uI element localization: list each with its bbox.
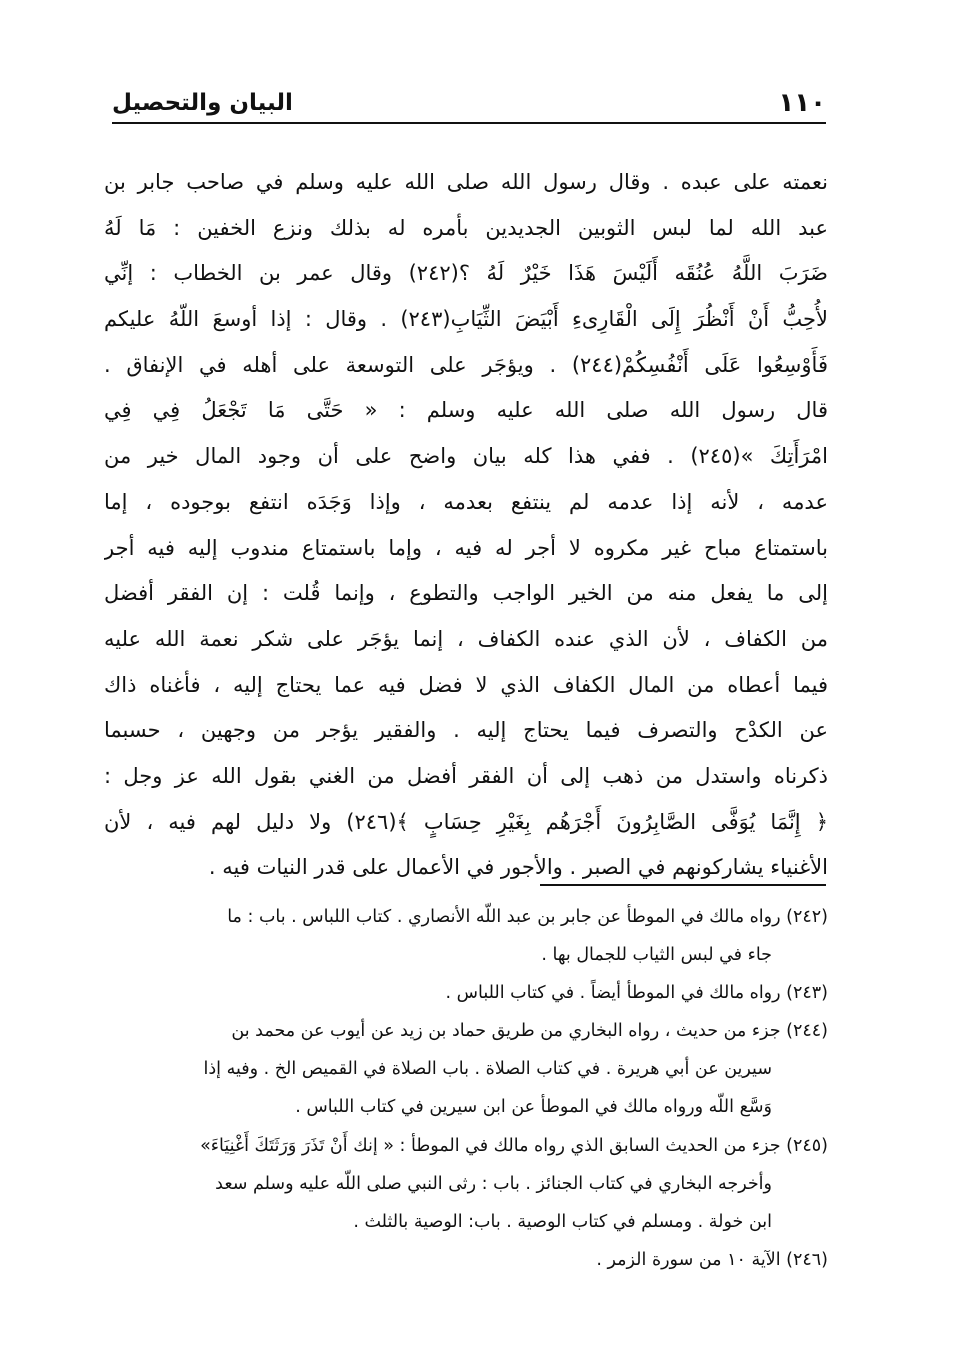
page-header (112, 86, 826, 124)
text-line: لأُحِبُّ أَنْ أَنْظُرَ إِلَى الْقَارِىءِ أَبْيَضَ الثِّيَابِ(٢٤٣) . وقال : إذا أوسعَ اللّهُ عليكم (104, 307, 828, 332)
text-line: قال رسول الله صلى الله عليه وسلم : « حَتَّى مَا تَجْعَلُ فِي فِي (104, 398, 828, 423)
footnote-divider (540, 884, 826, 886)
text-line: عبد الله لما لبس الثوبين الجديدين بأمره له بذلك ونزع الخفين : مَا لَهُ (104, 215, 828, 240)
text-line: ذكرناه واستدل من ذهب إلى أن الفقر أفضل من الغني بقول الله عز وجل : (104, 763, 828, 788)
text-line: الأغنياء يشاركونهم في الصبر . والأجور في الأعمال على قدر النيات فيه . (208, 855, 828, 880)
footnote-line: جاء في لبس الثياب للجمال بها . (541, 945, 772, 966)
text-line: ضَرَبَ اللَّهُ عُنُقَه أَلَيْسَ هَذَا خَيْرٌ لَهُ ؟(٢٤٢) وقال عمر بن الخطاب : إنِّي (104, 261, 828, 286)
main-text (104, 160, 828, 891)
footnote-line: سيرين عن أبي هريرة . في كتاب الصلاة . باب الصلاة في القميص الخ . وفيه إذا (203, 1059, 772, 1080)
page-number: ١١٠ (778, 88, 826, 118)
running-title: البيان والتحصيل (112, 90, 293, 116)
text-line: من الكفاف ، لأن الذي عنده الكفاف ، إنما يؤجَر على شكر نعمة الله عليه (104, 626, 828, 651)
text-line: باستمتاع مباح غير مكروه لا أجر له فيه ، وإما باستمتاع مندوب إليه فيه أجر (104, 535, 828, 560)
text-line: عدمه ، لأنه إذا عدمه لم ينتفع بعدمه ، وإذا وَجَدَه انتفع بوجوده ، إما (104, 489, 828, 514)
text-line: فَأَوْسِعُوا عَلَى أَنْفُسِكُمْ(٢٤٤) . ويؤجَر على التوسعة على أهله في الإنفاق . (104, 352, 828, 377)
text-line: امْرَأَتِكَ »(٢٤٥) . ففي هذا كله بيان واضح على أن وجود المال خير من (104, 444, 828, 469)
footnote-line: وَسَّع اللّه ورواه مالك في الموطأ عن ابن سيرين في كتاب اللباس . (295, 1097, 772, 1118)
footnote-line: (٢٤٣) رواه مالك في الموطأ أيضاً . في كتاب اللباس . (445, 983, 828, 1004)
footnote-line: ابن خولة . ومسلم في كتاب الوصية . باب: الوصية بالثلث . (353, 1211, 772, 1232)
footnote-line: (٢٤٢) رواه مالك في الموطأ عن جابر بن عبد اللّه الأنصاري . كتاب اللباس . باب : ما (227, 907, 828, 927)
text-line: عن الكدْح والتصرف فيما يحتاج إليه . والفقير يؤجر من وجهين ، حسبما (104, 718, 828, 743)
footnote-line: (٢٤٥) جزء من الحديث السابق الذي رواه مالك في الموطأ : « إنك أَنْ تَذَرَ وَرَثَتَكَ أَغْنِيَاءَ» (200, 1135, 828, 1156)
footnotes (104, 898, 828, 1279)
text-line: فيما أعطاه من المال الكفاف الذي لا فضل فيه عما يحتاج إليه ، فأغناه ذاك (104, 672, 828, 697)
text-line: نعمته على عبده . وقال رسول الله صلى الله عليه وسلم في صاحب جابر بن (104, 170, 828, 194)
footnote-line: (٢٤٤) جزء من حديث ، رواه البخاري من طريق حماد بن زيد عن أيوب عن محمد بن (231, 1021, 828, 1042)
footnote-line: (٢٤٦) الآية ١٠ من سورة الزمر . (596, 1249, 828, 1270)
text-line: إلى ما يفعل منه من الخير الواجب والتطوع ، وإنما قُلت : إن الفقر أفضل (104, 581, 828, 606)
text-line: ﴿ إِنَّمَا يُوَفَّى الصَّابِرُونَ أَجْرَهُم بِغَيْرِ حِسَابٍ ﴾(٢٤٦) ولا دليل لهم فيه ، لأن (104, 809, 828, 834)
footnote-line: وأخرجه البخاري في كتاب الجنائز . باب : رثى النبي صلى اللّه عليه وسلم سعد (215, 1173, 772, 1194)
